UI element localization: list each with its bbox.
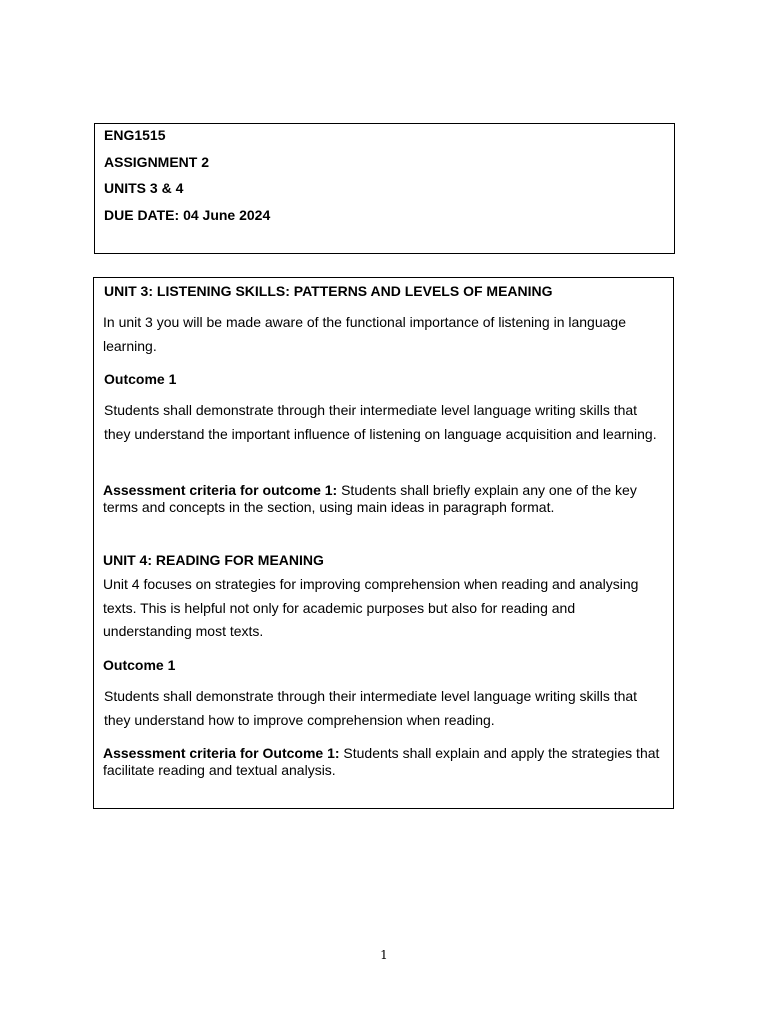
units-covered: UNITS 3 & 4 <box>104 180 184 196</box>
unit3-assessment-criteria <box>103 482 663 515</box>
unit4-criteria-text: Students shall explain and apply the strategies that facilitate reading and textual analysis. <box>103 745 660 778</box>
unit4-outcome-heading: Outcome 1 <box>103 657 176 673</box>
course-code: ENG1515 <box>104 127 166 143</box>
unit3-intro: In unit 3 you will be made aware of the functional importance of listening in language learning. <box>103 314 626 354</box>
unit4-criteria-label: Assessment criteria for Outcome 1: <box>103 745 340 761</box>
unit3-outcome-text: Students shall demonstrate through their intermediate level language writing skills that they understand the important influence of listening on language acquisition and learning. <box>104 402 657 442</box>
unit4-heading: UNIT 4: READING FOR MEANING <box>103 552 324 568</box>
unit4-outcome-text: Students shall demonstrate through their intermediate level language writing skills that they understand how to improve comprehension when reading. <box>104 688 638 728</box>
unit3-criteria-label: Assessment criteria for outcome 1: <box>103 482 338 498</box>
unit4-assessment-criteria <box>103 745 663 778</box>
due-date: DUE DATE: 04 June 2024 <box>104 207 271 223</box>
unit4-intro: Unit 4 focuses on strategies for improving comprehension when reading and analysing texts. This is helpful not only for academic purposes but also for reading and understanding most texts. <box>103 576 639 639</box>
unit3-criteria-text: Students shall briefly explain any one of the key terms and concepts in the section, using main ideas in paragraph format. <box>103 482 637 515</box>
unit3-heading: UNIT 3: LISTENING SKILLS: PATTERNS AND LEVELS OF MEANING <box>104 283 553 299</box>
unit3-outcome-heading: Outcome 1 <box>104 371 177 387</box>
page-number: 1 <box>380 948 388 962</box>
assignment-number: ASSIGNMENT 2 <box>104 154 210 170</box>
